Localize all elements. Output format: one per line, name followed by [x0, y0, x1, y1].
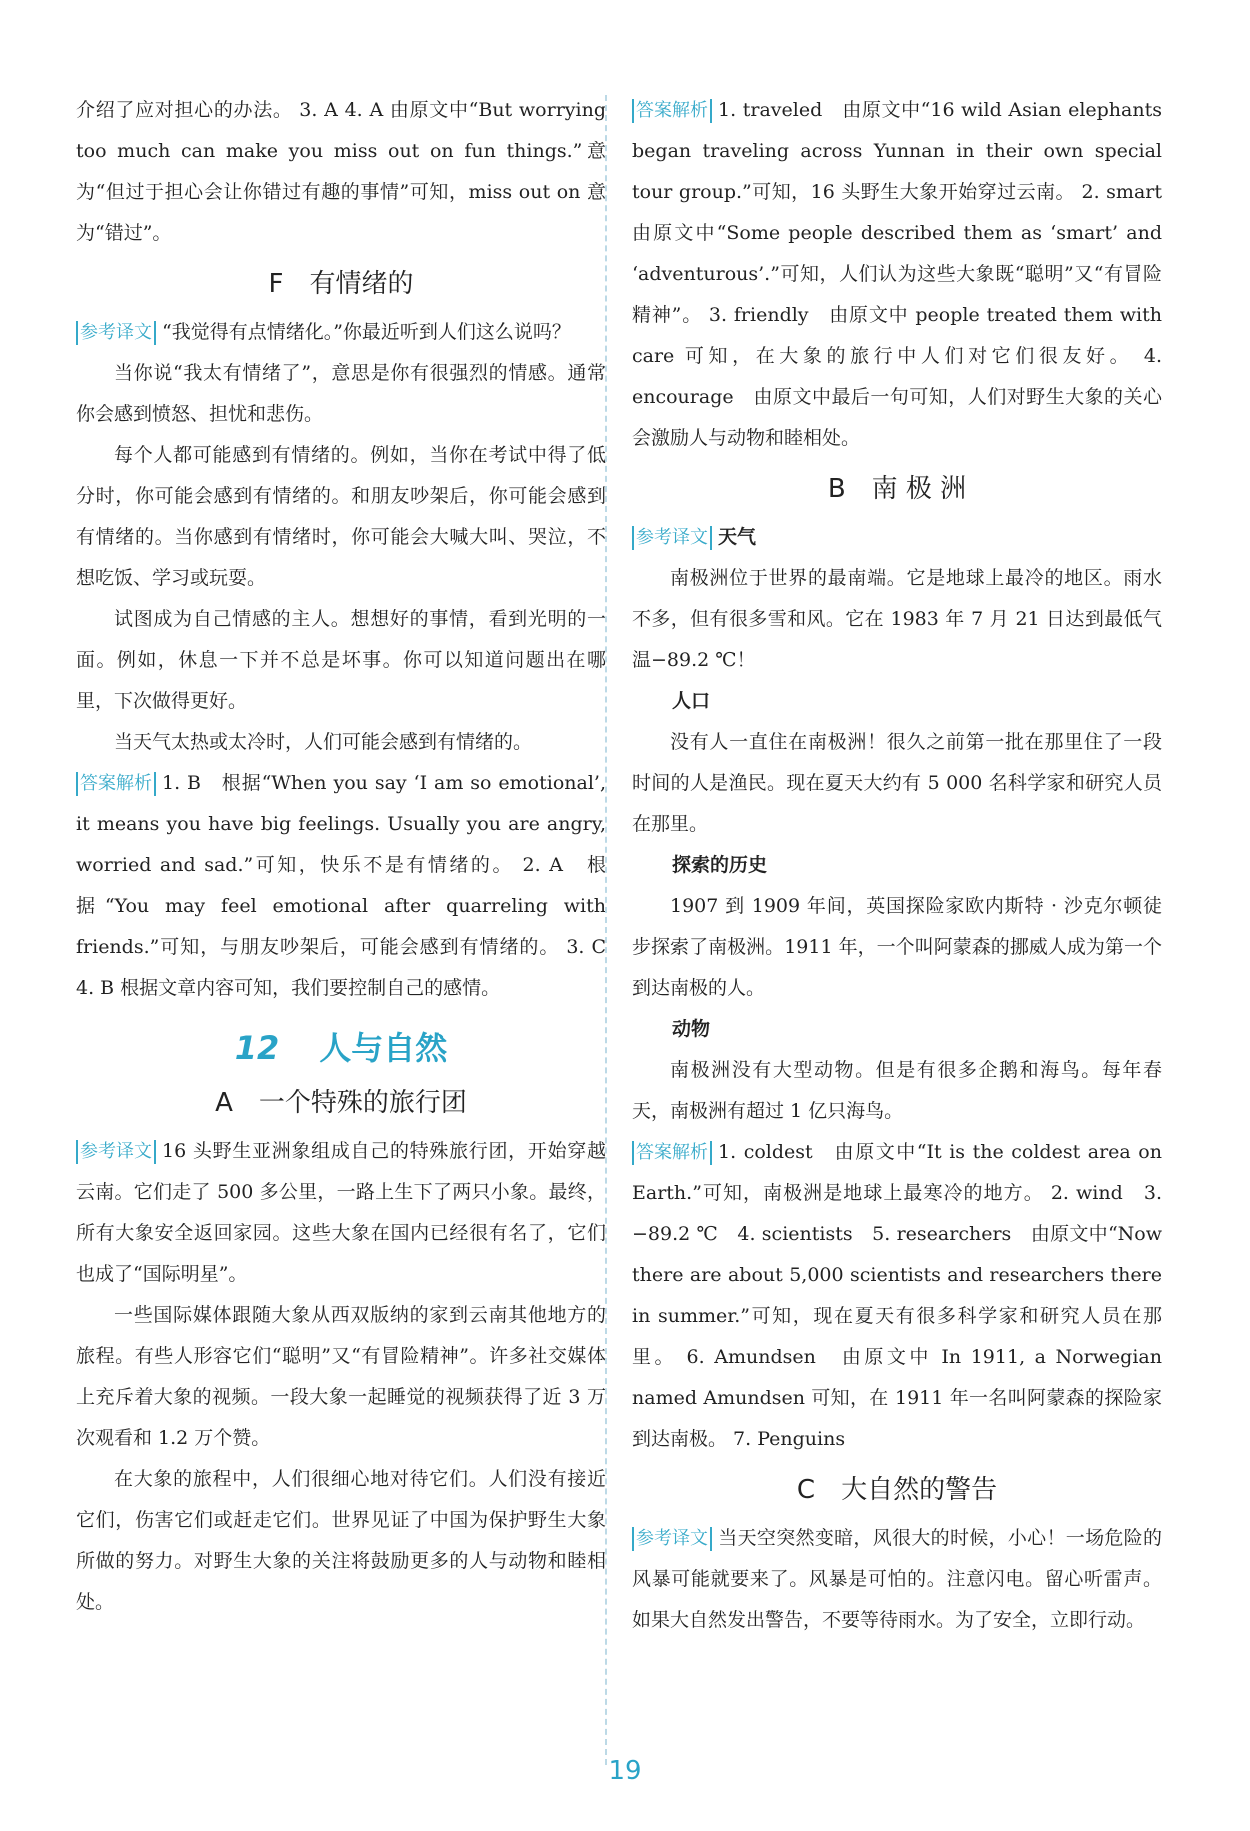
answer-analysis-tag: 答案解析: [632, 1141, 712, 1165]
paragraph: 一些国际媒体跟随大象从西双版纳的家到云南其他地方的旅程。有些人形容它们“聪明”又“有冒险精神”。许多社交媒体上充斥着大象的视频。一段大象一起睡觉的视频获得了近 3 万次观看和 1.2 万个赞。: [76, 1304, 606, 1449]
section-title-b: B 南 极 洲: [827, 474, 967, 504]
paragraph: 介绍了应对担心的办法。 3. A 4. A 由原文中“But worrying too much can make you miss out on fun things.”意为“但过于担心会让你错过有趣的事情”可知，miss out on 意为“错过”。: [76, 99, 606, 244]
column-divider: [605, 95, 607, 1765]
paragraph: 南极洲位于世界的最南端。它是地球上最冷的地区。雨水不多，但有很多雪和风。它在 1983 年 7 月 21 日达到最低气温−89.2 ℃！: [632, 567, 1162, 671]
paragraph: 南极洲没有大型动物。但是有很多企鹅和海鸟。每年春天，南极洲有超过 1 亿只海鸟。: [632, 1059, 1162, 1122]
unit-name: 人与自然: [319, 1029, 448, 1067]
section-title-a: A 一个特殊的旅行团: [215, 1088, 467, 1118]
paragraph: 试图成为自己情感的主人。想想好的事情，看到光明的一面。例如，休息一下并不总是坏事。你可以知道问题出在哪里，下次做得更好。: [76, 608, 606, 712]
left-column: [76, 90, 606, 1623]
subheading: 探索的历史: [672, 854, 768, 876]
answer-text: 1. B 根据“When you say ‘I am so emotional’, it means you have big feelings. Usually you are angry, worried and sad.”可知，快乐不是有情绪的。 2. A 根据“You may feel emotional after quarreling with friends.”可知，与朋友吵架后，可能会感到有情绪的。 3. C 4. B 根据文章内容可知，我们要控制自己的感情。: [76, 772, 606, 999]
subheading: 动物: [672, 1018, 711, 1040]
subheading: 人口: [672, 690, 711, 712]
reference-translation-tag: 参考译文: [76, 1140, 156, 1164]
paragraph-text: 16 头野生亚洲象组成自己的特殊旅行团，开始穿越云南。它们走了 500 多公里，一路上生下了两只小象。最终，所有大象安全返回家园。这些大象在国内已经很有名了，它们也成了“国际明星”。: [76, 1140, 606, 1285]
paragraph: 每个人都可能感到有情绪的。例如，当你在考试中得了低分时，你可能会感到有情绪的。和朋友吵架后，你可能会感到有情绪的。当你感到有情绪时，你可能会大喊大叫、哭泣，不想吃饭、学习或玩耍。: [76, 444, 606, 589]
reference-translation-tag: 参考译文: [76, 321, 156, 345]
answer-paragraph: [632, 90, 1182, 459]
paragraph: [76, 312, 606, 353]
paragraph-text: 当天空突然变暗，风很大的时候，小心！一场危险的风暴可能就要来了。风暴是可怕的。注意闪电。留心听雷声。如果大自然发出警告，不要等待雨水。为了安全，立即行动。: [632, 1527, 1162, 1631]
paragraph: 没有人一直住在南极洲！很久之前第一批在那里住了一段时间的人是渔民。现在夏天大约有 5 000 名科学家和研究人员在那里。: [632, 731, 1162, 835]
subheading: 天气: [718, 526, 757, 548]
paragraph: 当你说“我太有情绪了”，意思是你有很强烈的情感。通常你会感到愤怒、担忧和悲伤。: [76, 362, 606, 425]
paragraph: [76, 1131, 606, 1295]
answer-analysis-tag: 答案解析: [76, 772, 156, 796]
paragraph-text: “我觉得有点情绪化。”你最近听到人们这么说吗？: [162, 321, 571, 343]
paragraph: 当天气太热或太冷时，人们可能会感到有情绪的。: [114, 731, 533, 753]
unit-title: [76, 1023, 606, 1073]
answer-text: 1. coldest 由原文中“It is the coldest area on Earth.”可知，南极洲是地球上最寒冷的地方。 2. wind 3. −89.2 ℃ 4. scientists 5. researchers 由原文中“Now there are about 5,000 scientists and researchers there in summer.”可知，现在夏天有很多科学家和研究人员在那里。 6. Amundsen 由原文中 In 1911, a Norwegian named Amundsen 可知，在 1911 年一名叫阿蒙森的探险家到达南极。 7. Penguins: [632, 1141, 1162, 1450]
answer-analysis-tag: 答案解析: [632, 99, 712, 123]
paragraph: 1907 到 1909 年间，英国探险家欧内斯特 · 沙克尔顿徒步探索了南极洲。1911 年，一个叫阿蒙森的挪威人成为第一个到达南极的人。: [632, 895, 1162, 999]
answer-paragraph: [632, 1132, 1162, 1460]
answer-text: 1. traveled 由原文中“16 wild Asian elephants began traveling across Yunnan in their own special tour group.”可知，16 头野生大象开始穿过云南。 2. smart 由原文中“Some people described them as ‘smart’ and ‘adventurous’.”可知，人们认为这些大象既“聪明”又“有冒险精神”。 3. friendly 由原文中 people treated them with care 可知，在大象的旅行中人们对它们很友好。 4. encourage 由原文中最后一句可知，人们对野生大象的关心会激励人与动物和睦相处。: [632, 99, 1182, 449]
section-title-c: C 大自然的警告: [796, 1475, 998, 1505]
page-number: 19: [608, 1756, 642, 1786]
reference-translation-tag: 参考译文: [632, 526, 712, 550]
right-column: [632, 90, 1182, 1641]
paragraph: [632, 517, 1162, 558]
section-title-f: F 有情绪的: [268, 269, 414, 299]
paragraph: [632, 1518, 1162, 1641]
unit-number: 12: [234, 1029, 280, 1067]
paragraph: 在大象的旅程中，人们很细心地对待它们。人们没有接近它们，伤害它们或赶走它们。世界见证了中国为保护野生大象所做的努力。对野生大象的关注将鼓励更多的人与动物和睦相处。: [76, 1468, 606, 1613]
reference-translation-tag: 参考译文: [632, 1527, 712, 1551]
answer-paragraph: [76, 763, 606, 1009]
